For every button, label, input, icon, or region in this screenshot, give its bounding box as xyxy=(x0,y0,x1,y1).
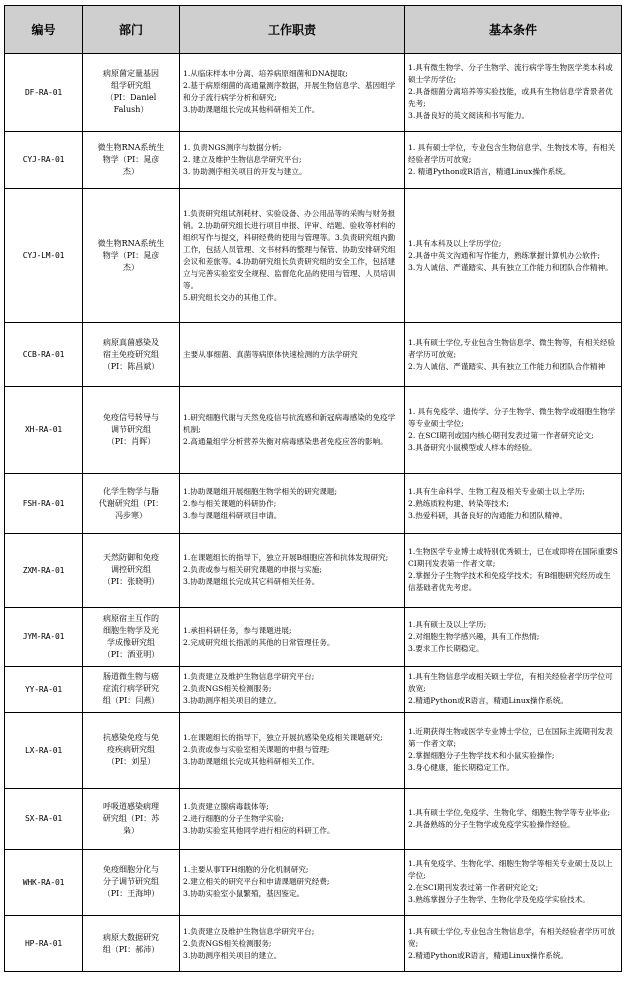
duty-line: 1.负责建立及维护生物信息学研究平台; xyxy=(183,672,315,682)
requirements-cell xyxy=(405,712,622,788)
recruitment-table xyxy=(4,5,622,972)
table-row xyxy=(5,386,622,473)
requirement-line: 3.热爱科研，具备良好的沟通能力和团队精神。 xyxy=(408,510,568,520)
requirement-line: 1.具有硕士及以上学历; xyxy=(408,619,487,629)
department-line: 分子调节研究组 xyxy=(103,877,159,887)
requirements-cell xyxy=(405,131,622,188)
table-header-row xyxy=(5,6,622,54)
table-row xyxy=(5,188,622,323)
requirements-cell xyxy=(405,474,622,534)
department-line: 组（PI：郝沛） xyxy=(102,944,160,954)
header-duties: 工作职责 xyxy=(180,6,405,54)
requirements-cell xyxy=(405,607,622,666)
requirement-line: 1. 具有硕士学位，专业包含生物信息学、生物技术等，有相关经验者学历可放宽; xyxy=(408,142,616,164)
department-line: 免疫信号转导与 xyxy=(103,412,159,422)
requirements-cell xyxy=(405,849,622,915)
requirement-line: 2.精通Python或R语言，精通Linux操作系统。 xyxy=(408,950,569,960)
position-code: FSH-RA-01 xyxy=(5,474,83,534)
table-row xyxy=(5,788,622,849)
requirement-line: 2.掌握分子生物学技术和免疫学技术；有B细胞研究经历或生信基础者优先考虑。 xyxy=(408,571,611,593)
department-line: 调控研究组 xyxy=(111,565,151,575)
position-code: JYM-RA-01 xyxy=(5,607,83,666)
requirement-line: 1.具有硕士学位,免疫学、生物化学、细胞生物学等专业毕业; xyxy=(408,807,611,817)
duty-line: 2. 建立及维护生物信息学研究平台; xyxy=(183,154,302,164)
duty-line: 3.协助课题组长完成其他科研相关工作。 xyxy=(183,757,320,767)
table-row xyxy=(5,666,622,712)
duty-line: 3.协助测序相关项目的建立。 xyxy=(183,950,282,960)
department-line: （PI：肖晖） xyxy=(106,436,156,446)
duty-line: 3.参与课题组科研项目申请。 xyxy=(183,510,282,520)
duty-line: 1.负责建立及维护生物信息学研究平台; xyxy=(183,926,315,936)
requirement-line: 2.掌握细胞分子生物学技术和小鼠实验操作; xyxy=(408,751,555,761)
duty-line: 2.高通量组学分析营养失衡对病毒感染患者免疫应答的影响。 xyxy=(183,436,388,446)
department-cell xyxy=(83,666,180,712)
duties-cell xyxy=(180,474,405,534)
requirement-line: 3.身心健康，能长期稳定工作。 xyxy=(408,763,514,773)
requirements-cell xyxy=(405,916,622,972)
department-line: 化学生物学与脂 xyxy=(103,486,159,496)
department-line: 细胞生物学及光 xyxy=(103,625,159,635)
requirement-line: 1.具有本科及以上学历学位; xyxy=(408,238,502,248)
duty-line: 2.建立相关的研究平台和申请课题研究经费; xyxy=(183,877,330,887)
duty-line: 3.协助课题组长完成其他科研相关工作。 xyxy=(183,105,320,115)
requirement-line: 2.为人诚信、严谨踏实、具有独立工作能力和团队合作精神 xyxy=(408,361,606,371)
table-row xyxy=(5,916,622,972)
department-line: 枭） xyxy=(123,825,139,835)
department-line: 病原真菌感染及 xyxy=(103,337,159,347)
duty-line: 主要从事细菌、真菌等病原体快速检测的方法学研究 xyxy=(183,349,358,359)
department-line: 组（PI：闫燕） xyxy=(102,696,160,706)
requirements-cell xyxy=(405,386,622,473)
department-line: 疫疾病研究组 xyxy=(107,745,155,755)
position-code: CCB-RA-01 xyxy=(5,323,83,386)
department-line: （PI：酒亚明） xyxy=(102,649,160,659)
department-line: 症流行病学研究 xyxy=(103,684,159,694)
department-line: 抗感染免疫与免 xyxy=(103,733,159,743)
position-code: CYJ-RA-01 xyxy=(5,131,83,188)
department-line: （PI：Daniel xyxy=(105,93,157,103)
duty-line: 3.协助实验室其他同学进行相应的科研工作。 xyxy=(183,825,335,835)
header-code: 编号 xyxy=(5,6,83,54)
department-line: 呼吸道感染病理 xyxy=(103,801,159,811)
requirements-cell xyxy=(405,788,622,849)
duty-line: 1.在课题组长的指导下，独立开展B细胞应答和抗体发现研究; xyxy=(183,553,389,563)
department-line: 研究组（PI：苏 xyxy=(102,813,160,823)
department-line: 微生物RNA系统生 xyxy=(97,238,165,248)
requirement-line: 1.具有生命科学、生物工程及相关专业硕士以上学历; xyxy=(408,486,585,496)
duty-line: 2.负责NGS相关检测服务; xyxy=(183,684,272,694)
requirement-line: 3.具备良好的英文阅读和书写能力。 xyxy=(408,111,530,121)
department-line: 病原大数据研究 xyxy=(103,932,159,942)
duties-cell xyxy=(180,54,405,132)
requirement-line: 1.具有硕士学位,专业包含生物信息学，有相关经验者学历可放宽; xyxy=(408,926,616,948)
department-cell xyxy=(83,788,180,849)
duty-line: 2.负责或参与相关研究课题的申报与实施; xyxy=(183,565,322,575)
department-line: （PI：陈昌斌） xyxy=(102,361,160,371)
duty-line: 2.参与相关课题的科研协作; xyxy=(183,498,277,508)
requirements-cell xyxy=(405,188,622,323)
table-row xyxy=(5,474,622,534)
requirement-line: 2. 在SCI期刊或国内核心期刊发表过第一作者研究论文; xyxy=(408,430,594,440)
requirements-cell xyxy=(405,323,622,386)
position-code: XH-RA-01 xyxy=(5,386,83,473)
duty-line: 3. 协助测序相关项目的开发与建立。 xyxy=(183,166,307,176)
requirement-line: 1.近期获得生物或医学专业博士学位，已在国际主流期刊发表第一作者文章; xyxy=(408,727,613,749)
department-line: 代谢研究组（PI： xyxy=(98,498,164,508)
department-line: 物学（PI：晁彦 xyxy=(102,250,160,260)
department-line: 肠道微生物与癌 xyxy=(103,672,159,682)
duty-line: 1.负责建立腺病毒载体等; xyxy=(183,801,269,811)
duty-line: 2.进行细胞的分子生物学实验; xyxy=(183,813,284,823)
requirements-cell xyxy=(405,666,622,712)
table-row xyxy=(5,849,622,915)
department-cell xyxy=(83,916,180,972)
duties-cell xyxy=(180,849,405,915)
duties-cell xyxy=(180,323,405,386)
table-row xyxy=(5,131,622,188)
department-line: （PI：刘星） xyxy=(106,757,156,767)
position-code: SX-RA-01 xyxy=(5,788,83,849)
duties-cell xyxy=(180,386,405,473)
requirement-line: 2.具备细菌分离培养等实验技能，或具有生物信息学背景者优先考; xyxy=(408,87,613,109)
table-body xyxy=(5,54,622,972)
department-cell xyxy=(83,323,180,386)
duty-line: 3.协助测序相关项目的建立。 xyxy=(183,696,282,706)
department-line: 冯步寒） xyxy=(115,510,147,520)
position-code: HP-RA-01 xyxy=(5,916,83,972)
duty-line: 5.研究组长交办的其他工作。 xyxy=(183,292,282,302)
duties-cell xyxy=(180,188,405,323)
requirement-line: 2.具备熟练的分子生物学或免疫学实验操作经验。 xyxy=(408,819,575,829)
department-cell xyxy=(83,474,180,534)
department-cell xyxy=(83,131,180,188)
department-cell xyxy=(83,386,180,473)
duty-line: 2.完成研究组长指派的其他的日常管理任务。 xyxy=(183,637,335,647)
duty-line: 2.负责或参与实验室相关课题的申报与管理; xyxy=(183,745,330,755)
duty-line: 3.协助课题组长完成其它科研相关任务。 xyxy=(183,577,320,587)
requirement-line: 2. 精通Python或R语言，精通Linux操作系统。 xyxy=(408,166,571,176)
duty-line: 1. 负责NGS测序与数据分析; xyxy=(183,142,282,152)
requirement-line: 2.对细胞生物学感兴趣，具有工作热情; xyxy=(408,631,540,641)
requirement-line: 1.具有生物信息学或相关硕士学位，有相关经验者学历学位可放宽; xyxy=(408,672,613,694)
duty-line: 1.从临床样本中分离、培养病原细菌和DNA提取; xyxy=(183,69,348,79)
department-line: （PI：张晓明） xyxy=(102,577,160,587)
position-code: WHK-RA-01 xyxy=(5,849,83,915)
requirement-line: 1.具有免疫学、生物化学、细胞生物学等相关专业硕士及以上学位; xyxy=(408,859,613,881)
duty-line: 2.负责NGS相关检测服务; xyxy=(183,938,272,948)
position-code: YY-RA-01 xyxy=(5,666,83,712)
position-code: DF-RA-01 xyxy=(5,54,83,132)
duties-cell xyxy=(180,607,405,666)
department-line: 杰） xyxy=(123,262,139,272)
requirement-line: 1.具有硕士学位,专业包含生物信息学、微生物等，有相关经验者学历可放宽; xyxy=(408,337,616,359)
department-line: 微生物RNA系统生 xyxy=(97,142,165,152)
duty-line: 3.协助实验室小鼠繁殖，基因鉴定。 xyxy=(183,889,305,899)
department-cell xyxy=(83,607,180,666)
department-line: 杰） xyxy=(123,166,139,176)
requirement-line: 2.精通Python或R语言，精通Linux操作系统。 xyxy=(408,696,569,706)
department-line: 病原宿主互作的 xyxy=(103,613,159,623)
requirement-line: 1.具有微生物学、分子生物学、流行病学等生物医学类本科或硕士学历学位; xyxy=(408,63,613,85)
department-cell xyxy=(83,712,180,788)
requirement-line: 3.具备研究小鼠模型或人样本的经验。 xyxy=(408,442,537,452)
department-line: 免疫细胞分化与 xyxy=(103,865,159,875)
duties-cell xyxy=(180,534,405,608)
requirement-line: 3.熟练掌握分子生物学、生物化学及免疫学实验技术。 xyxy=(408,895,590,905)
department-cell xyxy=(83,849,180,915)
table-row xyxy=(5,54,622,132)
requirement-line: 2.具备中英文沟通和写作能力，熟练掌握计算机办公软件; xyxy=(408,250,601,260)
requirement-line: 3.要求工作长期稳定。 xyxy=(408,643,484,653)
position-code: CYJ-LM-01 xyxy=(5,188,83,323)
duties-cell xyxy=(180,712,405,788)
department-line: 病原菌定量基因 xyxy=(103,69,159,79)
requirement-line: 1. 具有免疫学、遗传学、分子生物学、微生物学或细胞生物学等专业硕士学位; xyxy=(408,406,616,428)
requirement-line: 3.为人诚信、严谨踏实、具有独立工作能力和团队合作精神。 xyxy=(408,262,613,272)
department-line: Falush） xyxy=(113,105,149,115)
department-line: 天然防御和免疫 xyxy=(103,553,159,563)
requirements-cell xyxy=(405,534,622,608)
department-cell xyxy=(83,534,180,608)
duties-cell xyxy=(180,666,405,712)
department-line: 学成像研究组 xyxy=(107,637,155,647)
duties-cell xyxy=(180,788,405,849)
requirements-cell xyxy=(405,54,622,132)
duties-cell xyxy=(180,131,405,188)
department-line: 宿主免疫研究组 xyxy=(103,349,159,359)
duty-line: 2.基于病原细菌的高通量测序数据，开展生物信息学、基因组学和分子流行病学分析和研究; xyxy=(183,81,396,103)
duties-cell xyxy=(180,916,405,972)
department-line: 物学（PI：晁彦 xyxy=(102,154,160,164)
department-cell xyxy=(83,188,180,323)
duty-line: 1.研究细胞代谢与天然免疫信号抗流感和新冠病毒感染的免疫学机制; xyxy=(183,412,396,434)
header-dept: 部门 xyxy=(83,6,180,54)
department-line: （PI：王海坤） xyxy=(102,889,160,899)
requirement-line: 2.在SCI期刊发表过第一作者研究论文; xyxy=(408,883,539,893)
department-line: 组学研究组 xyxy=(111,81,151,91)
position-code: ZXM-RA-01 xyxy=(5,534,83,608)
duty-line: 1.主要从事TFH细胞的分化机制研究; xyxy=(183,865,309,875)
table-row xyxy=(5,534,622,608)
duty-line: 1.承担科研任务，参与课题进展; xyxy=(183,625,292,635)
department-line: 调节研究组 xyxy=(111,424,151,434)
table-row xyxy=(5,607,622,666)
duty-line: 1.协助课题组开展细胞生物学相关的研究课题; xyxy=(183,486,338,496)
requirement-line: 2.熟练质粒构建、转染等技术; xyxy=(408,498,509,508)
duty-line: 1.在课题组长的指导下，独立开展抗感染免疫相关课题研究; xyxy=(183,733,383,743)
header-requirements: 基本条件 xyxy=(405,6,622,54)
table-row xyxy=(5,323,622,386)
requirement-line: 1.生物医学专业博士或特别优秀硕士，已在或即将在国际重要SCI期刊发表第一作者文章; xyxy=(408,547,618,569)
position-code: LX-RA-01 xyxy=(5,712,83,788)
duty-line: 1.负责研究组试剂耗材、实验设备、办公用品等的采购与财务报销。2.协助研究组长进行项目申报、评审、结题、验收等材料的组织写作与提交，科研经费的使用与管理等。3.负责研究组内勤工作，包括人员管理、文书材料的整理与保管、协助安排研究组会议和差旅等。4.协助研究组长负责研究组的安全工作，包括建立与完善实验室安全规程、监督危化品的使用与管理、人员培训等。 xyxy=(183,208,396,290)
department-cell xyxy=(83,54,180,132)
table-row xyxy=(5,712,622,788)
